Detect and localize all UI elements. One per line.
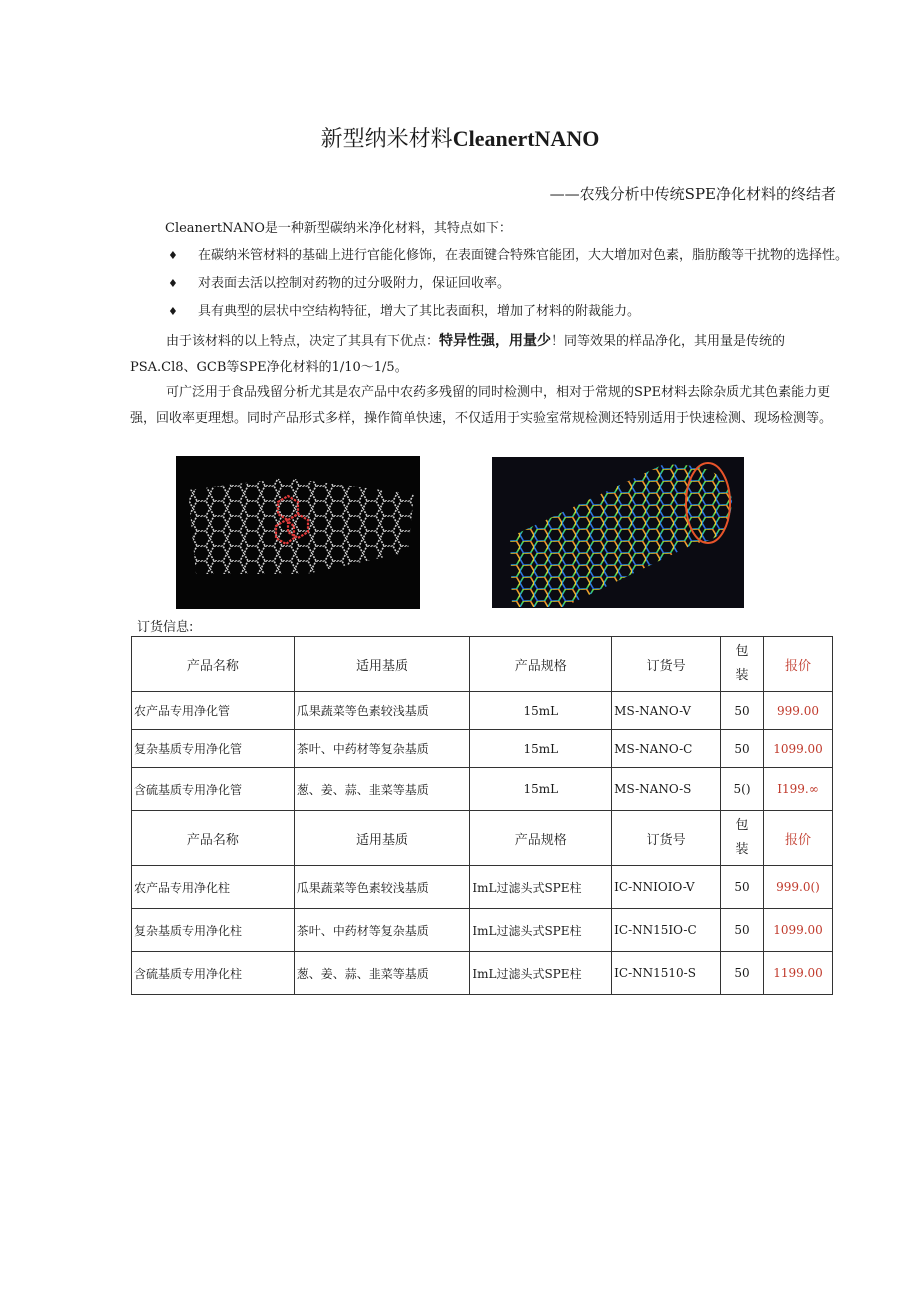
table-row: 含硫基质专用净化管 葱、姜、蒜、韭菜等基质 15mL MS-NANO-S 5() I199.∞ <box>132 768 833 811</box>
title-en: CleanertNANO <box>452 126 600 151</box>
subtitle: ——农残分析中传统SPE净化材料的终结者 <box>549 185 836 203</box>
table-row: 复杂基质专用净化管 茶叶、中药材等复杂基质 15mL MS-NANO-C 50 1099.00 <box>132 730 833 768</box>
header-order-no: 订货号 <box>612 811 721 866</box>
header-pack: 包 装 <box>721 637 764 692</box>
header-price: 报价 <box>764 637 833 692</box>
table-header-row <box>132 811 833 866</box>
header-price: 报价 <box>764 811 833 866</box>
bullet-item: ♦ 具有典型的层状中空结构特征，增大了其比表面积，增加了材料的附裁能力。 <box>168 304 641 319</box>
table-header-row <box>132 637 833 692</box>
bullet-item: ♦ 在碳纳米管材料的基础上进行官能化修饰，在表面键合特殊官能团，大大增加对色素，脂肪酸等干扰物的选择性。 <box>168 248 849 263</box>
header-matrix: 适用基质 <box>294 637 470 692</box>
order-table <box>131 636 833 995</box>
header-product-name: 产品名称 <box>132 637 295 692</box>
header-spec: 产品规格 <box>470 637 612 692</box>
header-product-name: 产品名称 <box>132 811 295 866</box>
diamond-bullet-icon: ♦ <box>168 249 178 262</box>
application-paragraph: 可广泛用于食品残留分析尤其是农产品中农药多残留的同时检测中，相对于常规的SPE材料去除杂质尤其色素能力更强，回收率更理想。同时产品形式多样，操作简单快速，不仅适用于实验室常规检测还特别适用于快速检测、现场检测等。 <box>130 385 833 426</box>
diamond-bullet-icon: ♦ <box>168 277 178 290</box>
header-pack: 包 装 <box>721 811 764 866</box>
table-row: 复杂基质专用净化柱 茶叶、中药材等复杂基质 ImL过滤头式SPE柱 IC-NN15IO-C 50 1099.00 <box>132 909 833 952</box>
header-spec: 产品规格 <box>470 811 612 866</box>
title-cn: 新型纳米材料 <box>320 127 453 152</box>
advantages-paragraph: 由于该材料的以上特点，决定了其具有下优点：特异性强，用量少！同等效果的样品净化，其用量是传统的PSA.Cl8、GCB等SPE净化材料的1/10～1/5。 <box>130 333 786 375</box>
order-info-label: 订货信息: <box>137 620 194 635</box>
header-matrix: 适用基质 <box>294 811 470 866</box>
diamond-bullet-icon: ♦ <box>168 305 178 318</box>
table-row: 农产品专用净化柱 瓜果蔬菜等色素较浅基质 ImL过滤头式SPE柱 IC-NNIOIO-V 50 999.0() <box>132 866 833 909</box>
bullet-item: ♦ 对表面去活以控制对药物的过分吸附力，保证回收率。 <box>168 276 511 291</box>
nanotube-tube-image <box>492 457 744 608</box>
nanotube-sheet-image <box>176 456 420 609</box>
table-row: 农产品专用净化管 瓜果蔬菜等色素较浅基质 15mL MS-NANO-V 50 999.00 <box>132 692 833 730</box>
page-title <box>0 122 920 153</box>
header-order-no: 订货号 <box>612 637 721 692</box>
intro-text: CleanertNANO是一种新型碳纳米净化材料，其特点如下： <box>165 221 512 236</box>
highlight-text: 特异性强，用量少 <box>439 333 552 349</box>
table-row: 含硫基质专用净化柱 葱、姜、蒜、韭菜等基质 ImL过滤头式SPE柱 IC-NN1510-S 50 1199.00 <box>132 952 833 995</box>
